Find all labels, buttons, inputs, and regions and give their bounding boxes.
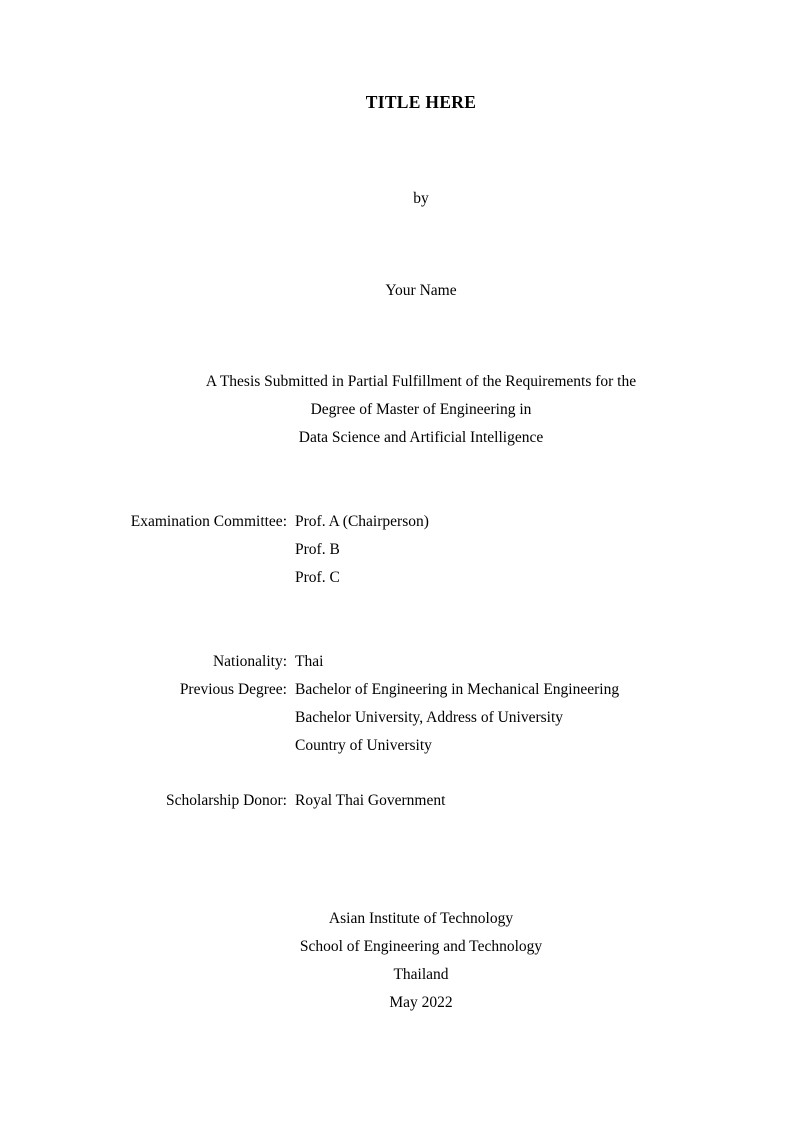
submission-line-2: Degree of Master of Engineering in	[310, 401, 532, 418]
committee-member: Prof. C	[295, 569, 340, 586]
institute-name: Asian Institute of Technology	[328, 910, 514, 927]
scholarship-label: Scholarship Donor:	[166, 792, 287, 809]
committee-label: Examination Committee:	[130, 513, 287, 530]
byline: by	[413, 190, 429, 207]
submission-statement	[48, 368, 794, 452]
author-block	[48, 277, 794, 305]
submission-line-1: A Thesis Submitted in Partial Fulfillment of the Requirements for the	[205, 373, 637, 390]
committee-label-spacer	[48, 564, 287, 592]
publication-date: May 2022	[389, 994, 453, 1011]
institute-country: Thailand	[393, 966, 449, 983]
previous-degree-label-spacer	[48, 732, 287, 760]
committee-member: Prof. B	[295, 541, 340, 558]
committee-label-spacer	[48, 536, 287, 564]
byline-block	[48, 185, 794, 213]
previous-degree-line: Bachelor University, Address of University	[295, 709, 564, 726]
committee-block	[48, 508, 794, 592]
author-name: Your Name	[385, 282, 457, 299]
school-name: School of Engineering and Technology	[299, 938, 543, 955]
previous-degree-label-spacer	[48, 704, 287, 732]
previous-degree-line: Country of University	[295, 737, 432, 754]
submission-line-3: Data Science and Artificial Intelligence	[298, 429, 544, 446]
details-block	[48, 648, 794, 760]
scholarship-block	[48, 787, 794, 815]
committee-member: Prof. A (Chairperson)	[295, 513, 429, 530]
title-block	[48, 88, 794, 116]
footer-block	[48, 905, 794, 1017]
scholarship-value: Royal Thai Government	[295, 792, 446, 809]
previous-degree-line: Bachelor of Engineering in Mechanical Engineering	[295, 681, 620, 698]
thesis-title: TITLE HERE	[365, 92, 477, 112]
previous-degree-label: Previous Degree:	[179, 681, 287, 698]
nationality-label: Nationality:	[212, 653, 287, 670]
nationality-value: Thai	[295, 653, 324, 670]
